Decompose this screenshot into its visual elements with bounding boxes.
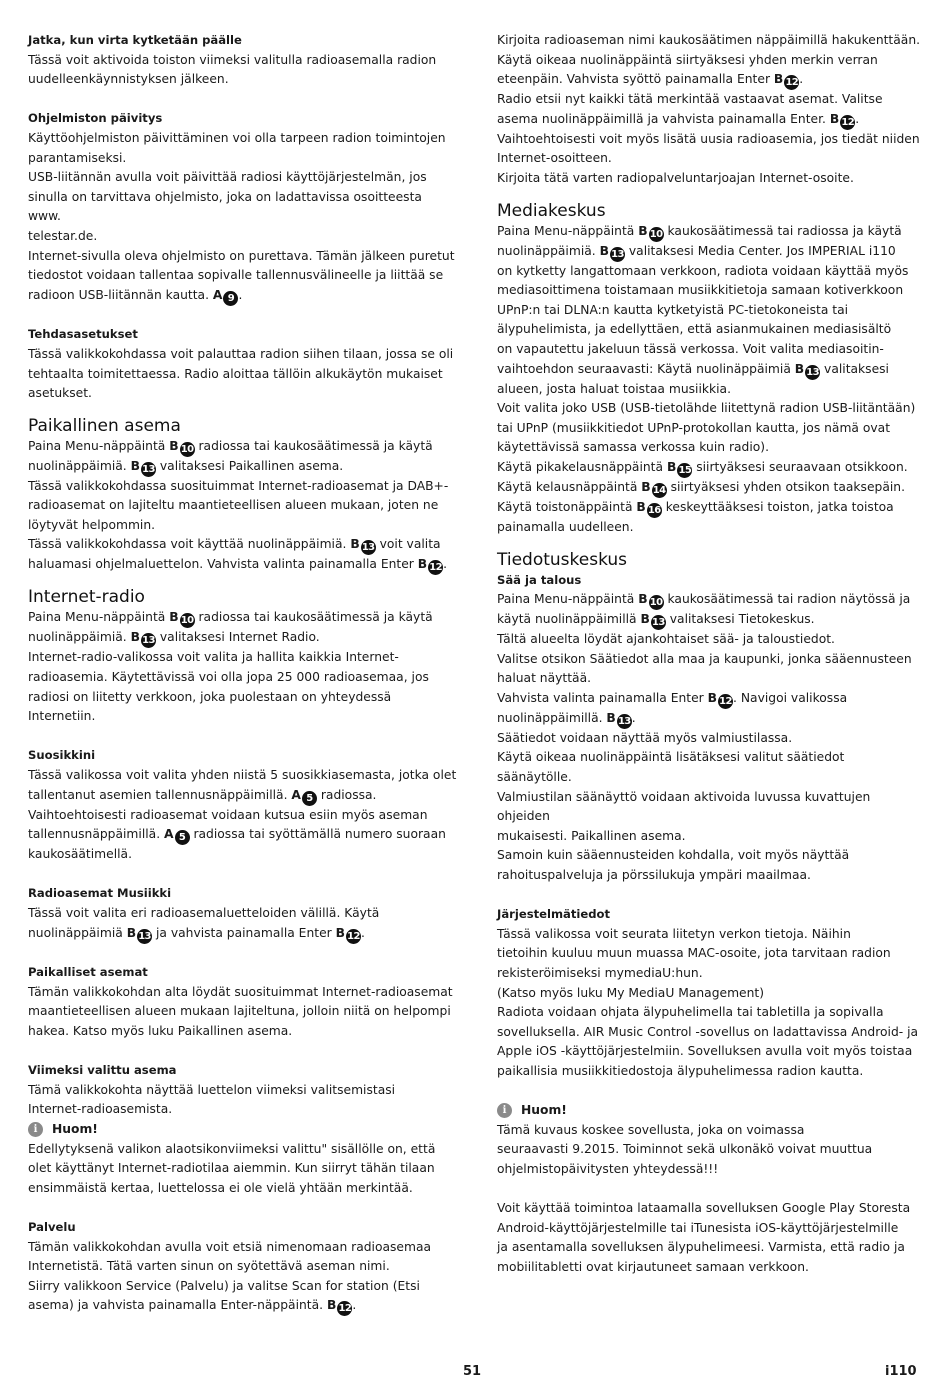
number-badge: 13: [806, 366, 819, 378]
heading: Paikallinen asema: [28, 415, 181, 436]
info-icon: i: [28, 1122, 43, 1137]
number-badge: 10: [649, 228, 663, 240]
paragraph: Voit käyttää toimintoa lataamalla sovelluksen Google Play Storesta Android-käyttöjärjestelmille tai iTunesista iOS-käyttöjärjestelmille ja asentamalla sovelluksen älypuhelimeesi. Varmista, että radio ja mobiilitabletti ovat kirjautuneet samaan verkkoon.: [497, 1201, 911, 1274]
section-title: Viimeksi valittu asema: [28, 1063, 177, 1078]
number-badge: 13: [617, 715, 631, 727]
number-badge: 13: [138, 930, 151, 942]
number-badge: 10: [180, 615, 194, 627]
number-badge: 12: [841, 116, 855, 128]
left-column: [28, 31, 458, 1316]
section-title: Järjestelmätiedot: [497, 907, 611, 922]
paragraph: Käyttöohjelmiston päivittäminen voi olla tarpeen radion toimintojen parantamiseksi. USB-liitännän avulla voit päivittää radiosi käyttöjärjestelmän, jos sinulla on tarvittava ohjelmisto, joka on ladattavissa osoitteesta www. telestar.de. Internet-sivulla oleva ohjelmisto on purettava. Tämän jälkeen puretut tiedostot voidaan tallentaa sopivalle tallennusvälineelle ja liittää se radioon USB-liitännän kautta. A 9 .: [28, 130, 455, 304]
note-text: Edellytyksenä valikon alaotsikonviimeksi valittu" sisällölle on, että olet käyttänyt Internet-radiotilaa aiemmin. Kun siirryt tähän tilaan ensimmäistä kertaa, luettelossa ei ole vielä yhtään merkintää.: [28, 1141, 436, 1195]
paragraph: Tässä voit aktivoida toiston viimeksi valitulla radioasemalla radion uudelleenkäynnistyksen jälkeen.: [28, 52, 437, 87]
number-badge: 12: [429, 562, 442, 574]
section-title: Ohjelmiston päivitys: [28, 111, 163, 126]
number-badge: 5: [302, 791, 317, 806]
number-badge: 10: [649, 597, 663, 609]
number-badge: 10: [180, 443, 194, 455]
number-badge: 12: [338, 1303, 352, 1315]
section-title: Sää ja talous: [497, 572, 582, 587]
number-badge: 16: [647, 504, 661, 516]
number-badge: 13: [142, 635, 155, 647]
info-icon: i: [497, 1103, 512, 1118]
number-badge: 14: [652, 484, 666, 496]
paragraph: Tämä valikkokohta näyttää luettelon viimeksi valitsemistasi Internet-radioasemista.: [28, 1082, 396, 1117]
number-badge: 12: [347, 930, 360, 942]
paragraph: Paina Menu-näppäintä B 10 kaukosäätimessä tai radion näytössä ja käytä nuolinäppäimillä B 13 valitaksesi Tietokeskus. Tältä alueelta löydät ajankohtaiset sää- ja taloustiedot. Valitse otsikon Säätiedot alla maa ja kaupunki, jonka sääennusteen haluat näyttää. Vahvista valinta painamalla Enter B 12. Navigoi valikossa nuolinäppäimillä. B 13. Säätiedot voidaan näyttää myös valmiustilassa. Käytä oikeaa nuolinäppäintä lisätäksesi valitut säätiedot säänäytölle. Valmiustilan säänäyttö voidaan aktivoida luvussa kuvattujen ohjeiden mukaisesti. Paikallinen asema. Samoin kuin sääennusteiden kohdalla, voit myös näyttää rahoituspalveluja ja pörssilukuja ympäri maailmaa.: [497, 592, 912, 883]
page-number: 51: [463, 1364, 482, 1379]
paragraph: Tässä valikossa voit seurata liitetyn verkon tietoja. Näihin tietoihin kuuluu muun muassa MAC-osoite, jota tarvitaan radion rekisteröimiseksi mymediaU:hun. (Katso myös luku My MediaU Management) Radiota voidaan ohjata älypuhelimella tai tabletilla ja sopivalla sovelluksella. AIR Music Control -sovellus on ladattavissa Android- ja Apple iOS -käyttöjärjestelmiin. Sovelluksen avulla voit myös toistaa paikallisia musiikkitiedostoja älypuhelimessa radion kautta.: [497, 926, 919, 1078]
number-badge: 5: [175, 830, 190, 845]
model-name: i110: [885, 1364, 917, 1379]
paragraph: Paina Menu-näppäintä B 10 kaukosäätimessä tai radiossa ja käytä nuolinäppäimiä. B 13 valitaksesi Media Center. Jos IMPERIAL i110 on kytketty langattomaan verkkoon, radiota voidaan käyttää myös mediasoittimena toistamaan musiikkitietoja samaan kotiverkkoon UPnP:n tai DLNA:n kautta kytketyistä PC-tietokoneista tai älypuhelimista, ja edellyttäen, että asianmukainen mediasisältö on vapautettu jakeluun tässä verkossa. Voit valita mediasoitin- vaihtoehdon seuraavasti: Käytä nuolinäppäimiä B 13 valitaksesi alueen, josta haluat toistaa musiikkia. Voit valita joko USB (USB-tietolähde liitettynä radion USB-liitäntään) tai UPnP (musiikkitiedot UPnP-protokollan kautta, jos nämä ovat käytettävissä samassa verkossa kuin radio). Käytä pikakelausnäppäintä B 15 siirtyäksesi seuraavaan otsikkoon. Käytä kelausnäppäintä B 14 siirtyäksesi yhden otsikon taaksepäin. Käytä toistonäppäintä B 16 keskeyttääksesi toiston, jatka toistoa painamalla uudelleen.: [497, 223, 916, 534]
number-badge: 15: [678, 464, 692, 476]
paragraph: Tämän valikkokohdan avulla voit etsiä nimenomaan radioasemaa Internetistä. Tätä varten sinun on syötettävä aseman nimi. Siirry valikkoon Service (Palvelu) ja valitse Scan for station (Etsi asema) ja vahvista painamalla Enter-näppäintä. B 12.: [28, 1239, 432, 1315]
note-title: i Huom!: [28, 1120, 458, 1140]
number-badge: 12: [719, 695, 732, 707]
number-badge: 13: [652, 617, 665, 629]
number-badge: 13: [361, 542, 375, 554]
section-title: Tehdasasetukset: [28, 327, 138, 342]
note-text: Tämä kuvaus koskee sovellusta, joka on voimassa seuraavasti 9.2015. Toiminnot sekä ulkonäkö voivat muuttua ohjelmistopäivitysten yhteydessä!!!: [497, 1122, 873, 1176]
section-title: Suosikkini: [28, 748, 96, 763]
section-title: Palvelu: [28, 1219, 76, 1234]
heading: Mediakeskus: [497, 200, 606, 221]
right-column: [497, 31, 922, 1278]
paragraph: Paina Menu-näppäintä B 10 radiossa tai kaukosäätimessä ja käytä nuolinäppäimiä. B 13 valitaksesi Internet Radio. Internet-radio-valikossa voit valita ja hallita kaikkia Internet- radioasemia. Käytettävissä voi olla jopa 25 000 radioasemaa, jos radiosi on liitetty verkkoon, joka puolestaan on yhteydessä Internetiin.: [28, 610, 433, 724]
paragraph: Tässä valikossa voit valita yhden niistä 5 suosikkiasemasta, jotka olet tallentanut asemien tallennusnäppäimillä. A 5 radiossa. Vaihtoehtoisesti radioasemat voidaan kutsua esiin myös aseman tallennusnäppäimillä. A 5 radiossa tai syöttämällä numero suoraan kaukosäätimellä.: [28, 768, 457, 862]
section-title: Jatka, kun virta kytketään päälle: [28, 33, 242, 47]
number-badge: 13: [142, 463, 155, 475]
heading: Internet-radio: [28, 587, 145, 608]
note-title: i Huom!: [497, 1101, 922, 1121]
paragraph: Kirjoita radioaseman nimi kaukosäätimen näppäimillä hakukenttään. Käytä oikeaa nuolinäppäintä siirtyäksesi yhden merkin verran eteenpäin. Vahvista syöttö painamalla Enter B 12. Radio etsii nyt kaikki tätä merkintää vastaavat asemat. Valitse asema nuolinäppäimillä ja vahvista painamalla Enter. B 12. Vaihtoehtoisesti voit myös lisätä uusia radioasemia, jos tiedät niiden Internet-osoitteen. Kirjoita tätä varten radiopalveluntarjoajan Internet-osoite.: [497, 33, 921, 185]
paragraph: Tässä voit valita eri radioasemaluetteloiden välillä. Käytä nuolinäppäimiä B 13 ja vahvista painamalla Enter B 12.: [28, 906, 380, 942]
number-badge: 12: [785, 77, 799, 89]
heading: Tiedotuskeskus: [497, 549, 628, 570]
number-badge: 13: [611, 248, 624, 260]
paragraph: Paina Menu-näppäintä B 10 radiossa tai kaukosäätimessä ja käytä nuolinäppäimiä. B 13 valitaksesi Paikallinen asema. Tässä valikkokohdassa suosituimmat Internet-radioasemat ja DAB+- radioasemat on lajiteltu maantieteellisen alueen mukaan, joten ne löytyvät helpommin. Tässä valikkokohdassa voit käyttää nuolinäppäimiä. B 13 voit valita haluamasi ohjelmaluettelon. Vahvista valinta painamalla Enter B 12.: [28, 438, 449, 574]
paragraph: Tässä valikkokohdassa voit palauttaa radion siihen tilaan, jossa se oli tehtaalta toimitettaessa. Radio aloittaa tällöin alkukäytön mukaiset asetukset.: [28, 346, 454, 401]
paragraph: Tämän valikkokohdan alta löydät suosituimmat Internet-radioasemat maantieteellisen alueen mukaan lajiteltuna, jolloin niitä on helpompi hakea. Katso myös luku Paikallinen asema.: [28, 984, 453, 1038]
number-badge: 9: [223, 291, 238, 306]
section-title: Paikalliset asemat: [28, 965, 148, 980]
section-title: Radioasemat Musiikki: [28, 886, 172, 901]
